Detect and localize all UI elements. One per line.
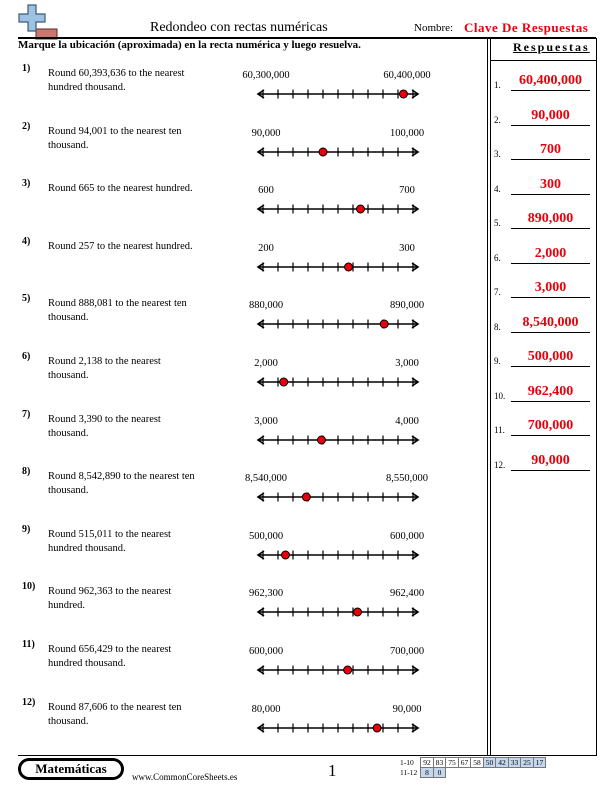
question-text: Round 2,138 to the nearest thousand. — [48, 356, 161, 381]
logo — [18, 4, 58, 40]
question-number: 7) — [22, 408, 31, 420]
answer-number: 12. — [494, 459, 506, 470]
question-text: Round 8,542,890 to the nearest ten thousand. — [48, 471, 195, 497]
question-text: Round 515,011 to the nearest hundred thousand. — [48, 528, 171, 554]
name-label: Nombre: — [414, 22, 454, 34]
answer-value[interactable]: 890,000 — [527, 211, 574, 226]
number-line-right-label: 700,000 — [389, 646, 425, 657]
number-line-point[interactable] — [319, 148, 327, 156]
score-cell: 67 — [458, 758, 471, 768]
answer-value[interactable]: 90,000 — [531, 107, 570, 123]
answer-number: 6. — [494, 252, 501, 263]
subject-badge — [18, 758, 124, 780]
question-text: Round 656,429 to the nearest hundred thousand. — [48, 644, 172, 669]
answer-value[interactable]: 300 — [540, 176, 561, 192]
answer-row — [494, 349, 594, 369]
number-line-point[interactable] — [380, 320, 388, 328]
number-line-left-label: 2,000 — [254, 358, 278, 369]
score-cell: 50 — [483, 758, 496, 768]
question-number: 2) — [22, 120, 31, 132]
number-line — [250, 489, 430, 505]
score-cell: 75 — [446, 758, 459, 768]
answer-value[interactable]: 700 — [540, 142, 561, 157]
answer-row — [494, 418, 594, 438]
name-value: Clave De Respuestas — [464, 20, 589, 35]
question-number: 12) — [22, 696, 36, 708]
question-text: Round 962,363 to the nearest hundred. — [48, 586, 172, 612]
answer-blank-line — [511, 297, 590, 298]
question-number: 8) — [22, 466, 31, 478]
number-line-left-label: 60,300,000 — [242, 70, 290, 81]
question-number: 9) — [22, 523, 31, 535]
score-row-label: 11-12 — [400, 768, 418, 777]
number-line-right-label: 60,400,000 — [383, 70, 431, 81]
number-line-right-label: 90,000 — [392, 703, 422, 715]
number-line-left-label: 600,000 — [248, 646, 284, 657]
answer-value[interactable]: 3,000 — [534, 280, 567, 295]
number-line-left-label: 8,540,000 — [245, 473, 287, 485]
score-cell: 25 — [521, 758, 534, 768]
number-line-right-label: 700 — [399, 185, 415, 197]
number-line-right-label: 300 — [399, 242, 415, 254]
question-number: 11) — [22, 639, 35, 650]
answer-number: 3. — [494, 149, 501, 159]
number-line-point[interactable] — [282, 551, 290, 559]
score-cell: 0 — [433, 768, 446, 778]
number-line-right-label: 962,400 — [389, 588, 425, 600]
answer-number: 1. — [494, 80, 501, 90]
answer-number: 4. — [494, 183, 501, 194]
score-table — [398, 757, 546, 778]
number-line-point[interactable] — [373, 724, 381, 732]
answer-row — [494, 315, 594, 335]
answer-blank-line — [511, 159, 590, 160]
answer-number: 11. — [494, 425, 505, 435]
answer-number: 7. — [494, 287, 501, 297]
answer-blank-line — [511, 332, 590, 333]
number-line-right-label: 100,000 — [389, 127, 425, 139]
number-line — [250, 86, 430, 102]
question-number: 10) — [22, 581, 36, 593]
number-line-left-label: 3,000 — [254, 415, 278, 427]
answer-value[interactable]: 962,400 — [527, 383, 574, 399]
question-text: Round 257 to the nearest hundred. — [48, 240, 193, 252]
answer-blank-line — [511, 401, 590, 402]
bottom-rule — [18, 755, 597, 756]
page-number: 1 — [328, 761, 337, 780]
number-line-point[interactable] — [357, 205, 365, 213]
question-number: 5) — [22, 293, 31, 305]
answer-blank-line — [511, 194, 590, 195]
number-line-right-label: 890,000 — [389, 300, 425, 312]
answer-blank-line — [511, 125, 590, 126]
score-row-label: 1-10 — [400, 758, 414, 767]
answer-column-border-left — [487, 38, 488, 755]
answer-heading-rule — [490, 60, 596, 61]
number-line-point[interactable] — [345, 263, 353, 271]
question-text: Round 888,081 to the nearest ten thousand. — [48, 298, 187, 324]
answer-row — [494, 142, 594, 162]
number-line — [250, 144, 430, 160]
question-text: Round 94,001 to the nearest ten thousand. — [48, 125, 182, 151]
answer-row — [494, 246, 594, 266]
answer-column-border-right — [596, 38, 597, 755]
number-line-right-label: 4,000 — [395, 415, 419, 427]
answer-value[interactable]: 60,400,000 — [519, 73, 582, 88]
number-line — [250, 259, 430, 275]
answer-blank-line — [511, 90, 590, 91]
answer-row — [494, 384, 594, 404]
score-cell: 8 — [421, 768, 434, 778]
answer-value[interactable]: 90,000 — [531, 452, 570, 468]
number-line-left-label: 90,000 — [251, 127, 281, 139]
answer-row — [494, 453, 594, 473]
number-line — [250, 604, 430, 620]
question-number: 3) — [22, 178, 31, 190]
number-line-point[interactable] — [354, 608, 362, 616]
instructions: Marque la ubicación (aproximada) en la recta numérica y luego resuelva. — [18, 39, 361, 51]
number-line — [250, 432, 430, 448]
answer-blank-line — [511, 263, 590, 264]
number-line-right-label: 3,000 — [395, 358, 419, 369]
answer-number: 9. — [494, 356, 501, 366]
question-text: Round 87,606 to the nearest ten thousand. — [48, 701, 182, 727]
answer-blank-line — [511, 435, 590, 436]
number-line — [250, 720, 430, 736]
number-line — [250, 662, 430, 678]
number-line-point[interactable] — [399, 90, 407, 98]
answer-blank-line — [511, 228, 590, 229]
score-cell: 33 — [508, 758, 521, 768]
number-line — [250, 201, 430, 217]
question-number: 6) — [22, 351, 31, 362]
question-number: 1) — [22, 63, 31, 74]
answer-value[interactable]: 700,000 — [527, 418, 574, 433]
answer-number: 8. — [494, 321, 501, 332]
question-number: 4) — [22, 235, 31, 247]
answer-row — [494, 211, 594, 231]
number-line-left-label: 600 — [258, 185, 274, 197]
subject-badge-label: Matemáticas — [21, 761, 121, 777]
score-cell: 58 — [471, 758, 484, 768]
number-line-left-label: 80,000 — [251, 703, 281, 715]
number-line-left-label: 200 — [258, 242, 274, 254]
answer-row — [494, 177, 594, 197]
score-cell: 42 — [496, 758, 509, 768]
number-line — [250, 374, 430, 390]
answer-value[interactable]: 2,000 — [534, 245, 567, 261]
site-url: www.CommonCoreSheets.es — [132, 772, 238, 782]
question-text: Round 60,393,636 to the nearest hundred thousand. — [48, 68, 185, 93]
answer-row — [494, 108, 594, 128]
score-cell: 17 — [533, 758, 546, 768]
answer-number: 5. — [494, 218, 501, 228]
score-cell: 83 — [433, 758, 446, 768]
number-line-point[interactable] — [318, 436, 326, 444]
answer-number: 2. — [494, 114, 501, 125]
answer-blank-line — [511, 366, 590, 367]
number-line-point[interactable] — [344, 666, 352, 674]
number-line-left-label: 500,000 — [248, 530, 284, 542]
answer-value[interactable]: 8,540,000 — [522, 314, 579, 330]
answer-row — [494, 280, 594, 300]
number-line — [250, 547, 430, 563]
number-line-right-label: 8,550,000 — [386, 473, 428, 485]
answer-column-border-inner — [490, 38, 491, 755]
answer-blank-line — [511, 470, 590, 471]
answer-number: 10. — [494, 390, 506, 401]
answer-value[interactable]: 500,000 — [527, 349, 574, 364]
number-line — [250, 316, 430, 332]
answer-row — [494, 73, 594, 93]
page-title: Redondeo con rectas numéricas — [150, 20, 328, 35]
question-text: Round 3,390 to the nearest thousand. — [48, 413, 161, 439]
number-line-point[interactable] — [280, 378, 288, 386]
number-line-point[interactable] — [302, 493, 310, 501]
number-line-left-label: 880,000 — [248, 300, 284, 312]
score-cell: 92 — [421, 758, 434, 768]
answers-heading: Respuestas — [513, 40, 590, 54]
number-line-left-label: 962,300 — [248, 588, 284, 600]
question-text: Round 665 to the nearest hundred. — [48, 183, 193, 195]
number-line-right-label: 600,000 — [389, 530, 425, 542]
